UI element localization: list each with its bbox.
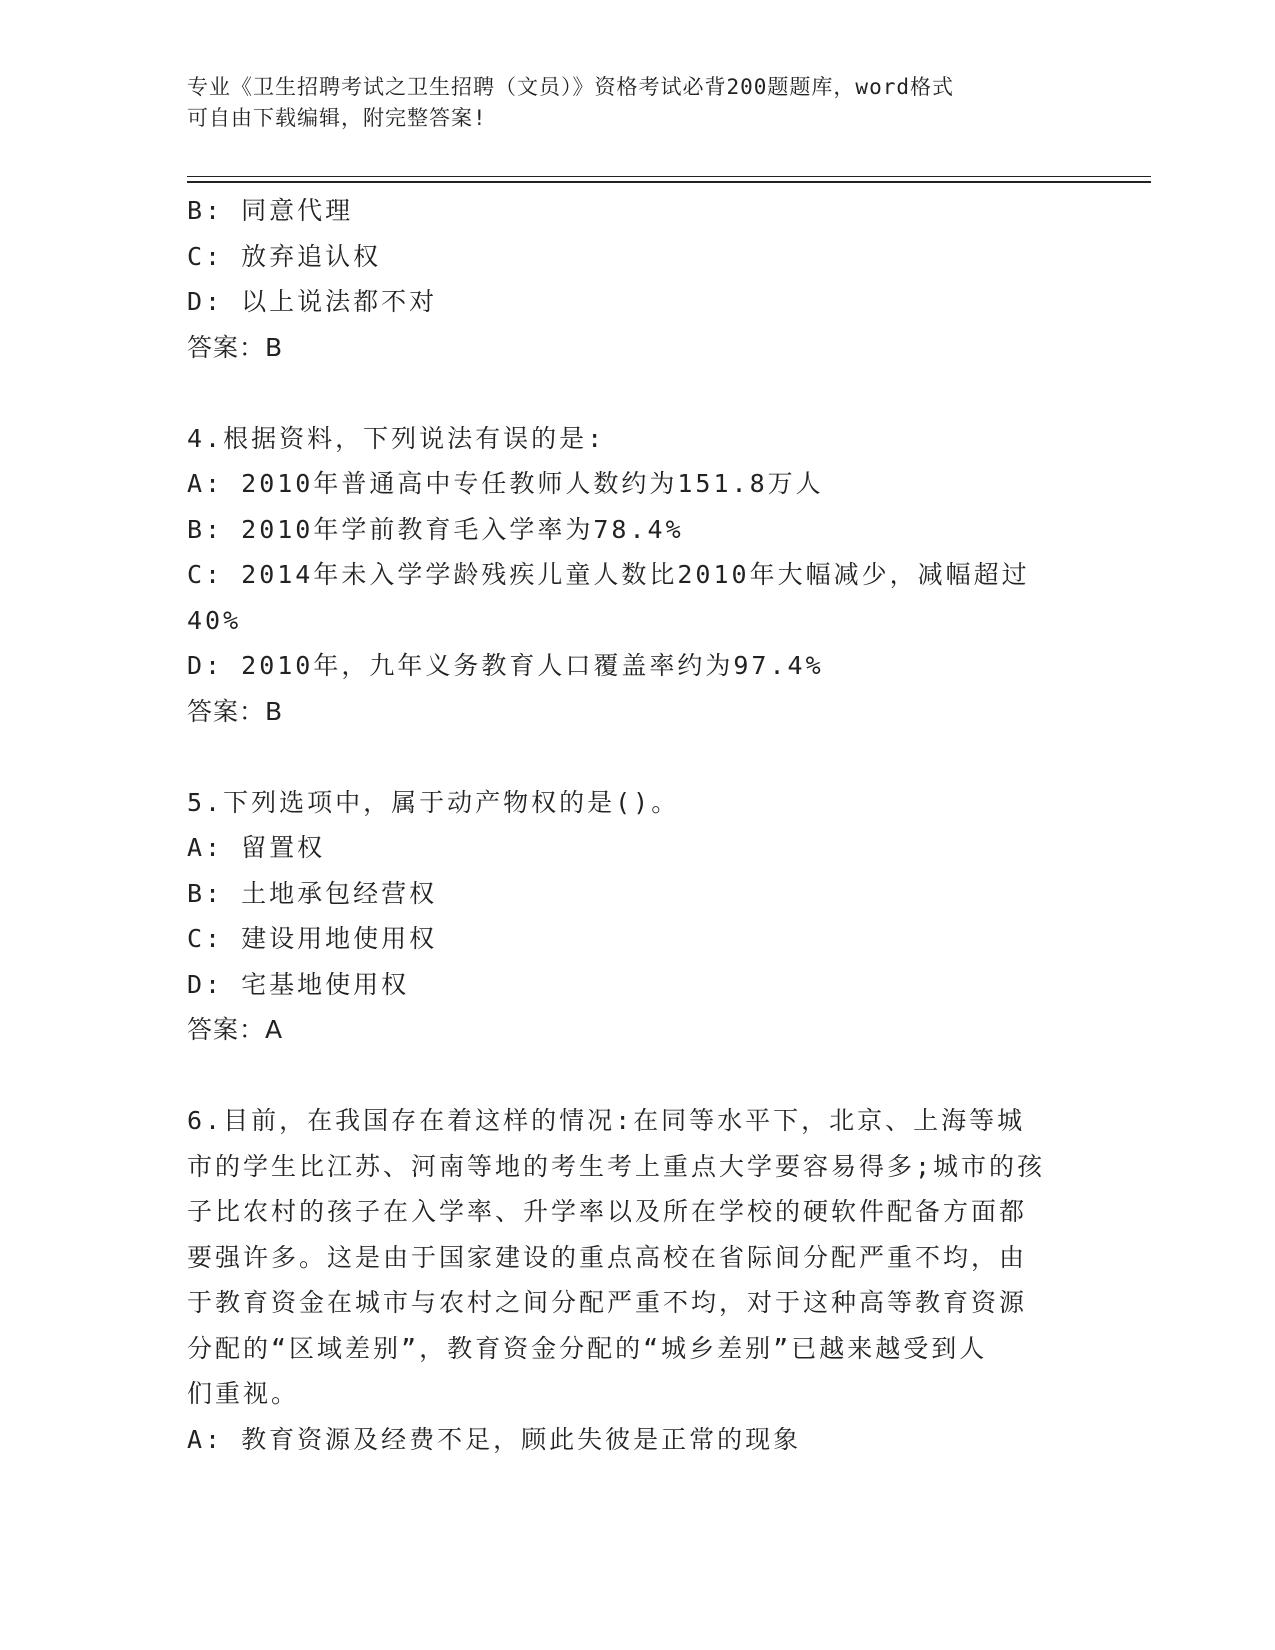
q6-question-line-1: 6.目前，在我国存在着这样的情况:在同等水平下，北京、上海等城 [187, 1106, 1026, 1135]
header-divider-thick [187, 181, 1151, 183]
q4-option-c-line-1: C: 2014年未入学学龄残疾儿童人数比2010年大幅减少，减幅超过 [187, 560, 1030, 589]
header-title-line-2: 可自由下载编辑，附完整答案! [187, 106, 487, 130]
question-6 [187, 1098, 1087, 1462]
question-3 [187, 188, 1087, 370]
q3-option-d: D: 以上说法都不对 [187, 287, 438, 316]
question-4 [187, 416, 1087, 735]
q4-answer: 答案：B [187, 696, 284, 726]
header-divider-thin [187, 176, 1151, 177]
question-content [187, 188, 1087, 1462]
q6-question-line-6: 分配的“区域差别”，教育资金分配的“城乡差别”已越来越受到人 [187, 1333, 988, 1363]
q3-answer: 答案：B [187, 332, 284, 362]
document-header [187, 72, 1067, 134]
q6-question-line-5: 于教育资金在城市与农村之间分配严重不均，对于这种高等教育资源 [187, 1288, 1028, 1317]
q4-option-d: D: 2010年，九年义务教育人口覆盖率约为97.4% [187, 651, 824, 680]
q6-question-line-4: 要强许多。这是由于国家建设的重点高校在省际间分配严重不均，由 [187, 1242, 1028, 1272]
spacer [187, 1053, 1087, 1099]
header-title-line-1: 专业《卫生招聘考试之卫生招聘（文员）》资格考试必背200题题库，word格式 [187, 75, 954, 99]
q5-question: 5.下列选项中，属于动产物权的是()。 [187, 787, 680, 817]
spacer [187, 370, 1087, 416]
q3-option-c: C: 放弃追认权 [187, 241, 382, 271]
q5-option-a: A: 留置权 [187, 833, 326, 862]
q5-option-b: B: 土地承包经营权 [187, 878, 438, 908]
q4-option-a: A: 2010年普通高中专任教师人数约为151.8万人 [187, 469, 824, 498]
q4-option-c-line-2: 40% [187, 605, 242, 635]
q6-question-line-7: 们重视。 [187, 1379, 300, 1408]
q6-question-line-3: 子比农村的孩子在入学率、升学率以及所在学校的硬软件配备方面都 [187, 1197, 1028, 1226]
q3-option-b: B: 同意代理 [187, 196, 354, 225]
q6-question-line-2: 市的学生比江苏、河南等地的考生考上重点大学要容易得多;城市的孩 [187, 1151, 1046, 1181]
question-5 [187, 780, 1087, 1053]
spacer [187, 734, 1087, 780]
q5-option-d: D: 宅基地使用权 [187, 969, 410, 999]
q4-option-b: B: 2010年学前教育毛入学率为78.4% [187, 514, 684, 544]
q6-option-a: A: 教育资源及经费不足，顾此失彼是正常的现象 [187, 1424, 802, 1454]
q5-answer: 答案：A [187, 1015, 284, 1044]
q4-question: 4.根据资料，下列说法有误的是: [187, 423, 606, 453]
q5-option-c: C: 建设用地使用权 [187, 924, 438, 953]
